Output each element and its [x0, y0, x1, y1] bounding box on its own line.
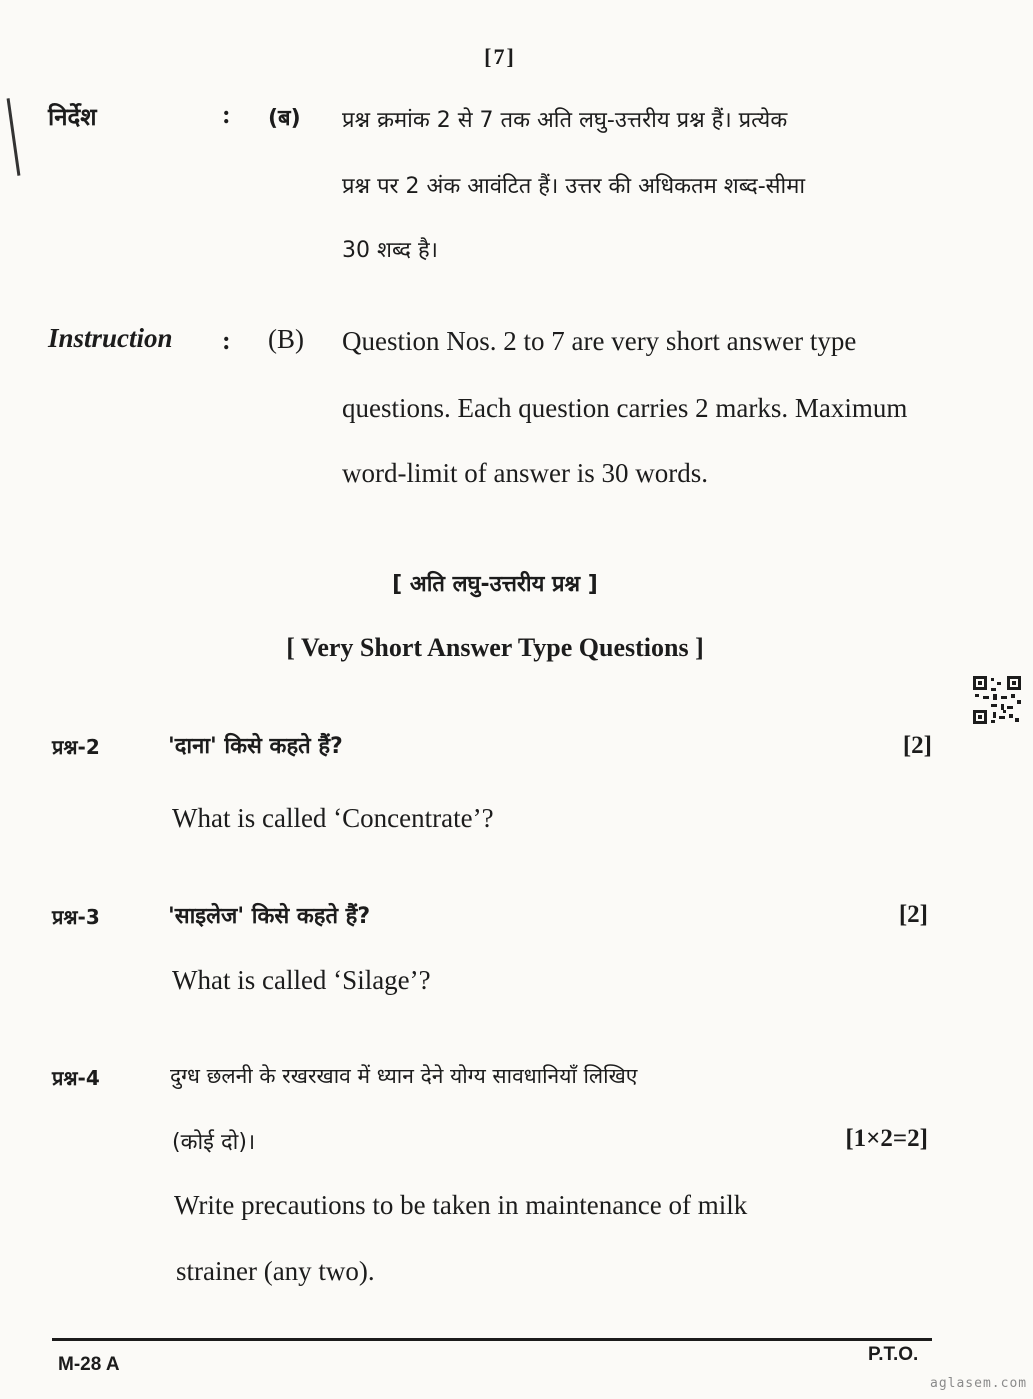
- question-3-english: What is called ‘Silage’?: [172, 965, 431, 995]
- hindi-instruction-line-1: प्रश्न क्रमांक 2 से 7 तक अति लघु-उत्तरीय प्रश्न हैं। प्रत्येक: [342, 108, 788, 133]
- question-3-marks: [2]: [898, 901, 928, 928]
- english-instruction-label: Instruction: [48, 323, 173, 353]
- footer-divider: [52, 1338, 932, 1341]
- qr-code-icon: [973, 676, 1021, 724]
- english-instruction-line-3: word-limit of answer is 30 words.: [342, 458, 708, 488]
- english-instruction-colon: :: [222, 326, 231, 355]
- question-4-number: प्रश्न-4: [52, 1066, 100, 1090]
- question-4-english-line-2: strainer (any two).: [176, 1256, 375, 1286]
- hindi-instruction-label: निर्देश: [48, 103, 97, 131]
- question-2-hindi: 'दाना' किसे कहते हैं?: [168, 734, 343, 759]
- question-4-marks: [1×2=2]: [845, 1125, 928, 1152]
- question-2-number: प्रश्न-2: [52, 735, 100, 759]
- watermark: aglasem.com: [930, 1376, 1028, 1391]
- question-3-number: प्रश्न-3: [52, 905, 100, 929]
- pto-label: P.T.O.: [868, 1344, 919, 1365]
- section-heading-english: [ Very Short Answer Type Questions ]: [286, 633, 704, 662]
- question-4-hindi-line-2: (कोई दो)।: [172, 1130, 256, 1155]
- question-4-english-line-1: Write precautions to be taken in maintenance of milk: [174, 1190, 748, 1220]
- question-4-hindi-line-1: दुग्ध छलनी के रखरखाव में ध्यान देने योग्य सावधानियाँ लिखिए: [170, 1064, 638, 1088]
- section-heading-hindi: [ अति लघु-उत्तरीय प्रश्न ]: [392, 572, 598, 597]
- english-instruction-marker: (B): [268, 324, 304, 354]
- question-3-hindi: 'साइलेज' किसे कहते हैं?: [168, 904, 371, 929]
- margin-pen-mark: [7, 98, 21, 176]
- english-instruction-line-1: Question Nos. 2 to 7 are very short answer type: [342, 326, 857, 356]
- english-instruction-line-2: questions. Each question carries 2 marks. Maximum: [342, 393, 908, 423]
- hindi-instruction-line-3: 30 शब्द है।: [342, 238, 438, 263]
- paper-code: M-28 A: [58, 1354, 120, 1375]
- question-2-marks: [2]: [902, 732, 932, 759]
- hindi-instruction-marker: (ब): [268, 106, 301, 131]
- page-number: [7]: [484, 44, 516, 69]
- hindi-instruction-line-2: प्रश्न पर 2 अंक आवंटित हैं। उत्तर की अधिकतम शब्द-सीमा: [342, 174, 806, 199]
- hindi-instruction-colon: :: [222, 100, 231, 129]
- question-2-english: What is called ‘Concentrate’?: [172, 803, 494, 833]
